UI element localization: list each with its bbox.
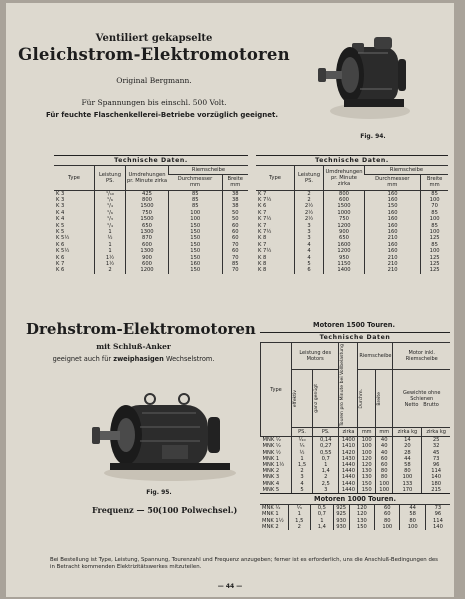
table-cell: 60 <box>375 505 400 511</box>
table-cell: 58 <box>393 462 422 468</box>
table-cell: K 5 <box>56 229 65 236</box>
table-cell: K 7½ <box>258 216 272 223</box>
table-cell: ⅟₃ <box>292 443 313 449</box>
table-cell: 750 <box>324 216 365 222</box>
table-cell: 96 <box>425 511 450 517</box>
table-cell: 2 <box>295 190 324 197</box>
table-cell: 38 <box>222 190 248 197</box>
table-cell: 20 <box>393 443 422 449</box>
table-cell: 210 <box>365 267 421 273</box>
table-cell: 2,5 <box>313 481 339 487</box>
table-cell: K 7 <box>258 209 267 216</box>
table-cell: MNK ⅟₂ <box>262 443 281 450</box>
table-cell: K 4 <box>56 216 65 223</box>
table-cell: 2 <box>288 524 311 530</box>
table-cell: 100 <box>358 437 376 444</box>
table-cell: 38 <box>222 197 248 203</box>
col-power: Leistung des Motors <box>292 343 339 370</box>
table-cell: K 3 <box>56 197 65 204</box>
table-cell: 45 <box>422 450 450 456</box>
table-cell: ¹/₆ <box>95 210 126 216</box>
table-cell: 58 <box>400 511 425 517</box>
table-cell: 140 <box>425 524 450 530</box>
table-cell: 125 <box>421 261 448 267</box>
table-cell: 85 <box>421 210 448 216</box>
table-cell: 100 <box>400 524 425 530</box>
table-cell: 1,5 <box>292 462 313 468</box>
table-cell: 4 <box>295 248 324 254</box>
table-cell: 1440 <box>339 481 358 487</box>
table-cell: 1500 <box>126 216 169 222</box>
table-cell: 2 <box>295 197 324 203</box>
table-cell: 0,7 <box>311 511 334 517</box>
table-cell: 100 <box>421 248 448 254</box>
table-cell: K 7 <box>258 190 267 197</box>
voltage-note: Für Spannungen bis einschl. 500 Volt. <box>81 98 227 107</box>
table-cell: 100 <box>358 443 376 449</box>
table-cell: 40 <box>375 443 393 449</box>
table-cell: 1 <box>311 518 334 524</box>
unit-ps2: PS. <box>313 428 339 437</box>
dc-table-right <box>256 155 448 274</box>
col-type: Type <box>261 343 292 437</box>
table-cell: K 7½ <box>258 229 272 236</box>
table-cell: 150 <box>365 203 421 209</box>
table-cell: 44 <box>393 456 422 462</box>
table-cell: 650 <box>324 235 365 241</box>
table-cell: K 8 <box>258 235 267 242</box>
table-cell: 930 <box>333 518 349 524</box>
table-cell: 125 <box>421 255 448 261</box>
table-cell: 870 <box>126 235 169 241</box>
table-cell: 925 <box>333 511 349 517</box>
table-cell: 1150 <box>324 261 365 267</box>
table-cell: MNK 4 <box>262 480 280 487</box>
table-cell: MNK 2 <box>262 523 279 530</box>
unit-rpm: zirka <box>339 428 358 437</box>
col-width: Breite <box>375 370 393 428</box>
table-cell: 1300 <box>126 248 169 254</box>
table-cell: 1 <box>95 248 126 254</box>
table-cell: 1 <box>313 462 339 468</box>
table-cell: 1 <box>292 456 313 462</box>
table-cell: 150 <box>169 223 223 229</box>
table-cell: 40 <box>375 437 393 444</box>
table-cell: 160 <box>169 261 223 267</box>
table-cell: MNK 1½ <box>262 517 284 524</box>
table-cell: 1440 <box>339 468 358 474</box>
table-cell: 150 <box>169 248 223 254</box>
table-cell: 73 <box>425 505 450 511</box>
table-cell: ¹/₁₀ <box>95 190 126 197</box>
table-cell: 80 <box>400 518 425 524</box>
table-cell: 100 <box>421 197 448 203</box>
table-cell: 14 <box>393 437 422 444</box>
table-cell: 6 <box>295 267 324 273</box>
table-cell: 125 <box>421 235 448 241</box>
table-cell: 1200 <box>126 267 169 273</box>
table-cell: 2 <box>313 474 339 480</box>
table-cell: 2½ <box>295 216 324 222</box>
table-cell: 150 <box>169 267 223 273</box>
table-cell: 150 <box>349 524 374 530</box>
col-pulley: Riemscheibe <box>365 166 449 175</box>
table-cell: 5 <box>295 261 324 267</box>
table-cell: 160 <box>365 223 421 229</box>
table-cell: 73 <box>422 456 450 462</box>
table-cell: K 8 <box>258 261 267 268</box>
table-cell: 210 <box>365 261 421 267</box>
table-cell: ¹/₃ <box>95 216 126 222</box>
table-cell: 925 <box>333 505 349 511</box>
table-cell: 85 <box>169 197 223 203</box>
table-cell: 170 <box>393 487 422 493</box>
table-cell: 100 <box>169 210 223 216</box>
unit-kg2: zirka kg <box>422 428 450 437</box>
dc-title: Gleichstrom-Elektromotoren <box>18 45 290 64</box>
col-power: Leistung PS. <box>295 166 324 190</box>
table-cell: 25 <box>422 437 450 444</box>
table-cell: 85 <box>222 261 248 267</box>
table-cell: 1500 <box>126 203 169 209</box>
dc-line1: Ventiliert gekapselte <box>95 33 213 44</box>
unit-mm1: mm <box>358 428 376 437</box>
table-cell: 2½ <box>295 203 324 209</box>
table-cell: 100 <box>421 216 448 222</box>
table-cell: 425 <box>126 190 169 197</box>
table-cell: K 6 <box>258 203 267 210</box>
table-cell: 100 <box>375 524 400 530</box>
table-cell: 80 <box>375 474 393 480</box>
table-cell: K 7 <box>258 241 267 248</box>
table-cell: 2 <box>292 468 313 474</box>
table-cell: 28 <box>393 450 422 456</box>
table-cell: K 6 <box>56 254 65 261</box>
table-cell: MNK ½ <box>262 449 281 456</box>
col-diameter: Durchmesser mm <box>169 175 223 190</box>
table-row <box>260 524 450 530</box>
table-cell: 210 <box>365 255 421 261</box>
ac-motor-illustration <box>92 383 242 483</box>
col-diameter: Durchmesser mm <box>365 175 421 190</box>
table-cell: 160 <box>365 242 421 248</box>
table-cell: MNK ⅟₂ <box>262 505 281 512</box>
table-cell: 3 <box>313 487 339 493</box>
table-cell: 130 <box>349 518 374 524</box>
table-cell: 1 <box>95 229 126 235</box>
table-cell: 85 <box>169 190 223 197</box>
table-cell: 44 <box>400 505 425 511</box>
table-cell: 1,4 <box>311 524 334 530</box>
col-width: Breite mm <box>421 175 448 190</box>
table-cell: 70 <box>421 203 448 209</box>
table-cell: ¹/₆ <box>95 197 126 203</box>
ac-subtitle: mit Schluß-Anker <box>96 342 171 351</box>
table-cell: MNK 1 <box>262 511 279 518</box>
table-cell: 130 <box>358 468 376 474</box>
table-cell: 150 <box>169 235 223 241</box>
table-cell: 40 <box>375 450 393 456</box>
table-cell: 100 <box>358 450 376 456</box>
ac-heading: Technische Daten <box>260 332 450 343</box>
dc-motor-illustration <box>318 19 418 131</box>
table-cell: 160 <box>365 216 421 222</box>
table-cell: 0,14 <box>313 437 339 444</box>
table-cell: 2 <box>95 267 126 273</box>
table-cell: 38 <box>222 203 248 209</box>
table-cell: 85 <box>421 190 448 197</box>
col-max: ganz genügt <box>313 370 339 428</box>
order-note: Bei Bestellung ist Type, Leistung, Spannung, Tourenzahl und Frequenz anzugeben; ferner ist es erforderlich, uns die Anschluß-Bedingungen des in Betracht kommenden Elektrizitätswerkes mitzuteilen. <box>50 557 438 570</box>
table-cell: 80 <box>393 468 422 474</box>
table-cell: 150 <box>358 481 376 487</box>
table-cell: 50 <box>222 216 248 222</box>
table-cell: 2½ <box>295 210 324 216</box>
table-cell: 150 <box>358 487 376 493</box>
table-cell: K 7 <box>258 222 267 229</box>
table-cell: MNK 1½ <box>262 462 285 469</box>
col-weights: Gewichte ohne Schienen Netto Brutto <box>393 370 450 428</box>
ac-table <box>260 332 450 530</box>
table-cell: K 7½ <box>258 248 272 255</box>
table-cell: 800 <box>126 197 169 203</box>
table-cell: 85 <box>421 242 448 248</box>
table-cell: 3 <box>295 235 324 241</box>
table-cell: 125 <box>421 267 448 273</box>
table-cell: 133 <box>393 481 422 487</box>
table-cell: 60 <box>222 223 248 229</box>
table-cell: 150 <box>169 229 223 235</box>
unit-ps1: PS. <box>292 428 313 437</box>
fig94-caption: Fig. 94. <box>360 133 386 140</box>
col-diam: Durchm. <box>358 370 376 428</box>
table-cell: 160 <box>365 229 421 235</box>
dc-suitability: Für feuchte Flaschenkellerei-Betriebe vorzüglich geeignet. <box>45 111 279 119</box>
table-cell: 100 <box>421 229 448 235</box>
table-cell: K 3 <box>56 203 65 210</box>
unit-kg1: zirka kg <box>393 428 422 437</box>
table-cell: 114 <box>425 518 450 524</box>
table-cell: 130 <box>358 474 376 480</box>
unit-mm2: mm <box>375 428 393 437</box>
col-type: Type <box>54 166 95 190</box>
table-cell: 120 <box>349 511 374 517</box>
table-cell: 1,5 <box>288 518 311 524</box>
table-cell: 600 <box>324 197 365 203</box>
table-cell: 150 <box>169 242 223 248</box>
table-cell: 80 <box>375 518 400 524</box>
col-rpm: Touren pro Minute bei Vollbelastung <box>339 343 358 428</box>
table-cell: 4 <box>292 481 313 487</box>
table-cell: 120 <box>358 456 376 462</box>
table-cell: MNK 1 <box>262 455 280 462</box>
col-rpm: Umdrehungen pr. Minute zirka <box>324 166 365 190</box>
table-cell: 100 <box>375 487 393 493</box>
table-cell: 1300 <box>126 229 169 235</box>
col-pulley: Riemscheibe <box>358 343 393 370</box>
catalog-page <box>6 3 454 597</box>
table-cell: 1200 <box>324 248 365 254</box>
table-cell: MNK 5 <box>262 486 280 493</box>
table-cell: 160 <box>365 197 421 203</box>
dc-table-left <box>54 155 248 274</box>
col-power: Leistung PS. <box>95 166 126 190</box>
table-cell: 1 <box>95 242 126 248</box>
table-cell: 100 <box>169 216 223 222</box>
table-cell: 4 <box>295 242 324 248</box>
table-cell: 1000 <box>324 210 365 216</box>
table-cell: 1410 <box>339 443 358 449</box>
table-cell: 1440 <box>339 462 358 468</box>
table-cell: ⅟₃ <box>288 505 311 511</box>
table-cell: 32 <box>422 443 450 449</box>
table-cell: 50 <box>222 210 248 216</box>
table-cell: 1600 <box>324 242 365 248</box>
table-cell: ⅟₁₀ <box>292 437 313 444</box>
col-motor: Motor inkl. Riemscheibe <box>393 343 450 370</box>
table-cell: 1400 <box>339 437 358 444</box>
table-cell: 5 <box>292 487 313 493</box>
table-row <box>54 190 248 197</box>
table-cell: 1½ <box>95 261 126 267</box>
table-row <box>54 267 248 273</box>
table-cell: 900 <box>126 255 169 261</box>
table-cell: K 8 <box>258 267 267 274</box>
table-cell: 180 <box>422 481 450 487</box>
table-cell: 60 <box>222 229 248 235</box>
table-cell: 1500 <box>324 203 365 209</box>
col-pulley: Riemscheibe <box>169 166 249 175</box>
table-cell: K 7 <box>56 261 65 268</box>
table-cell: 70 <box>222 267 248 273</box>
table-cell: 650 <box>126 223 169 229</box>
table-cell: 114 <box>422 468 450 474</box>
table-cell: 1440 <box>339 474 358 480</box>
table-cell: 1400 <box>324 267 365 273</box>
table-cell: 150 <box>169 255 223 261</box>
table-cell: 1,4 <box>313 468 339 474</box>
table-row <box>256 267 448 273</box>
table-cell: 950 <box>324 255 365 261</box>
table-cell: K 6 <box>56 241 65 248</box>
table-cell: K 5½ <box>56 235 70 242</box>
table-cell: 120 <box>358 462 376 468</box>
col-eff: effektiv <box>292 370 313 428</box>
table-cell: 160 <box>365 248 421 254</box>
table-cell: 900 <box>324 229 365 235</box>
table-cell: 930 <box>333 524 349 530</box>
table-cell: 3 <box>295 229 324 235</box>
table-cell: 750 <box>126 210 169 216</box>
col-rpm: Umdrehungen pr. Minute zirka <box>126 166 169 190</box>
table-cell: 70 <box>222 255 248 261</box>
table-cell: 160 <box>365 190 421 197</box>
table-cell: 85 <box>421 223 448 229</box>
table-cell: 120 <box>349 505 374 511</box>
table-cell: ¹/₄ <box>95 203 126 209</box>
table-row <box>256 190 448 197</box>
table-cell: 80 <box>375 468 393 474</box>
table-cell: 60 <box>222 235 248 241</box>
col-width: Breite mm <box>222 175 248 190</box>
col-type: Type <box>256 166 295 190</box>
table-cell: 0,55 <box>313 450 339 456</box>
table-cell: 600 <box>126 261 169 267</box>
table-cell: 60 <box>375 456 393 462</box>
table-cell: 140 <box>422 474 450 480</box>
table-cell: 160 <box>365 210 421 216</box>
table-cell: 3 <box>292 474 313 480</box>
table-cell: 600 <box>126 242 169 248</box>
table-cell: 60 <box>375 511 400 517</box>
table-cell: 0,7 <box>313 456 339 462</box>
table-cell: 1440 <box>339 487 358 493</box>
table-cell: ½ <box>95 235 126 241</box>
table-cell: ½ <box>292 450 313 456</box>
table-cell: K 5½ <box>56 248 70 255</box>
table-cell: 1½ <box>95 255 126 261</box>
table-cell: 210 <box>365 235 421 241</box>
table-cell: 60 <box>375 462 393 468</box>
table-cell: 100 <box>375 481 393 487</box>
table-cell: K 8 <box>258 254 267 261</box>
section-1000: Motoren 1000 Touren. <box>260 493 450 505</box>
table-cell: 4 <box>295 255 324 261</box>
table-cell: 100 <box>393 474 422 480</box>
table-cell: MNK ⅟₂ <box>262 437 281 444</box>
table-cell: 1200 <box>324 223 365 229</box>
table-cell: 800 <box>324 190 365 197</box>
table-cell: MNK 3 <box>262 474 280 481</box>
table-cell: 60 <box>222 248 248 254</box>
section-1500: Motoren 1500 Touren. <box>313 321 395 329</box>
table-cell: K 6 <box>56 267 65 274</box>
table-cell: MNK 2 <box>262 468 280 475</box>
table-cell: 3 <box>295 223 324 229</box>
table-cell: 215 <box>422 487 450 493</box>
ac-title: Drehstrom-Elektromotoren <box>26 320 256 338</box>
table-cell: 85 <box>169 203 223 209</box>
table-row <box>261 437 451 444</box>
table-cell: 1430 <box>339 456 358 462</box>
table-cell: 0,5 <box>311 505 334 511</box>
dc-subtitle: Original Bergmann. <box>116 76 192 85</box>
table-cell: 70 <box>222 242 248 248</box>
table-cell: 0,27 <box>313 443 339 449</box>
table-cell: K 7½ <box>258 197 272 204</box>
table-cell: K 4 <box>56 209 65 216</box>
table-cell: 1420 <box>339 450 358 456</box>
ac-suitability: geeignet auch für zweiphasigen Wechselstrom. <box>52 355 215 363</box>
table-cell: K 5 <box>56 222 65 229</box>
poles: (100 Polwechsel.) <box>158 505 238 515</box>
dc-right-heading: Technische Daten. <box>256 155 448 166</box>
table-cell: K 3 <box>56 190 65 197</box>
frequency: Frequenz — 50. <box>92 505 162 515</box>
fig95-caption: Fig. 95. <box>146 489 172 496</box>
table-cell: 1 <box>288 511 311 517</box>
page-number: — 44 — <box>217 583 243 590</box>
dc-left-heading: Technische Daten. <box>54 155 248 166</box>
table-cell: ¹/₄ <box>95 223 126 229</box>
table-cell: 96 <box>422 462 450 468</box>
